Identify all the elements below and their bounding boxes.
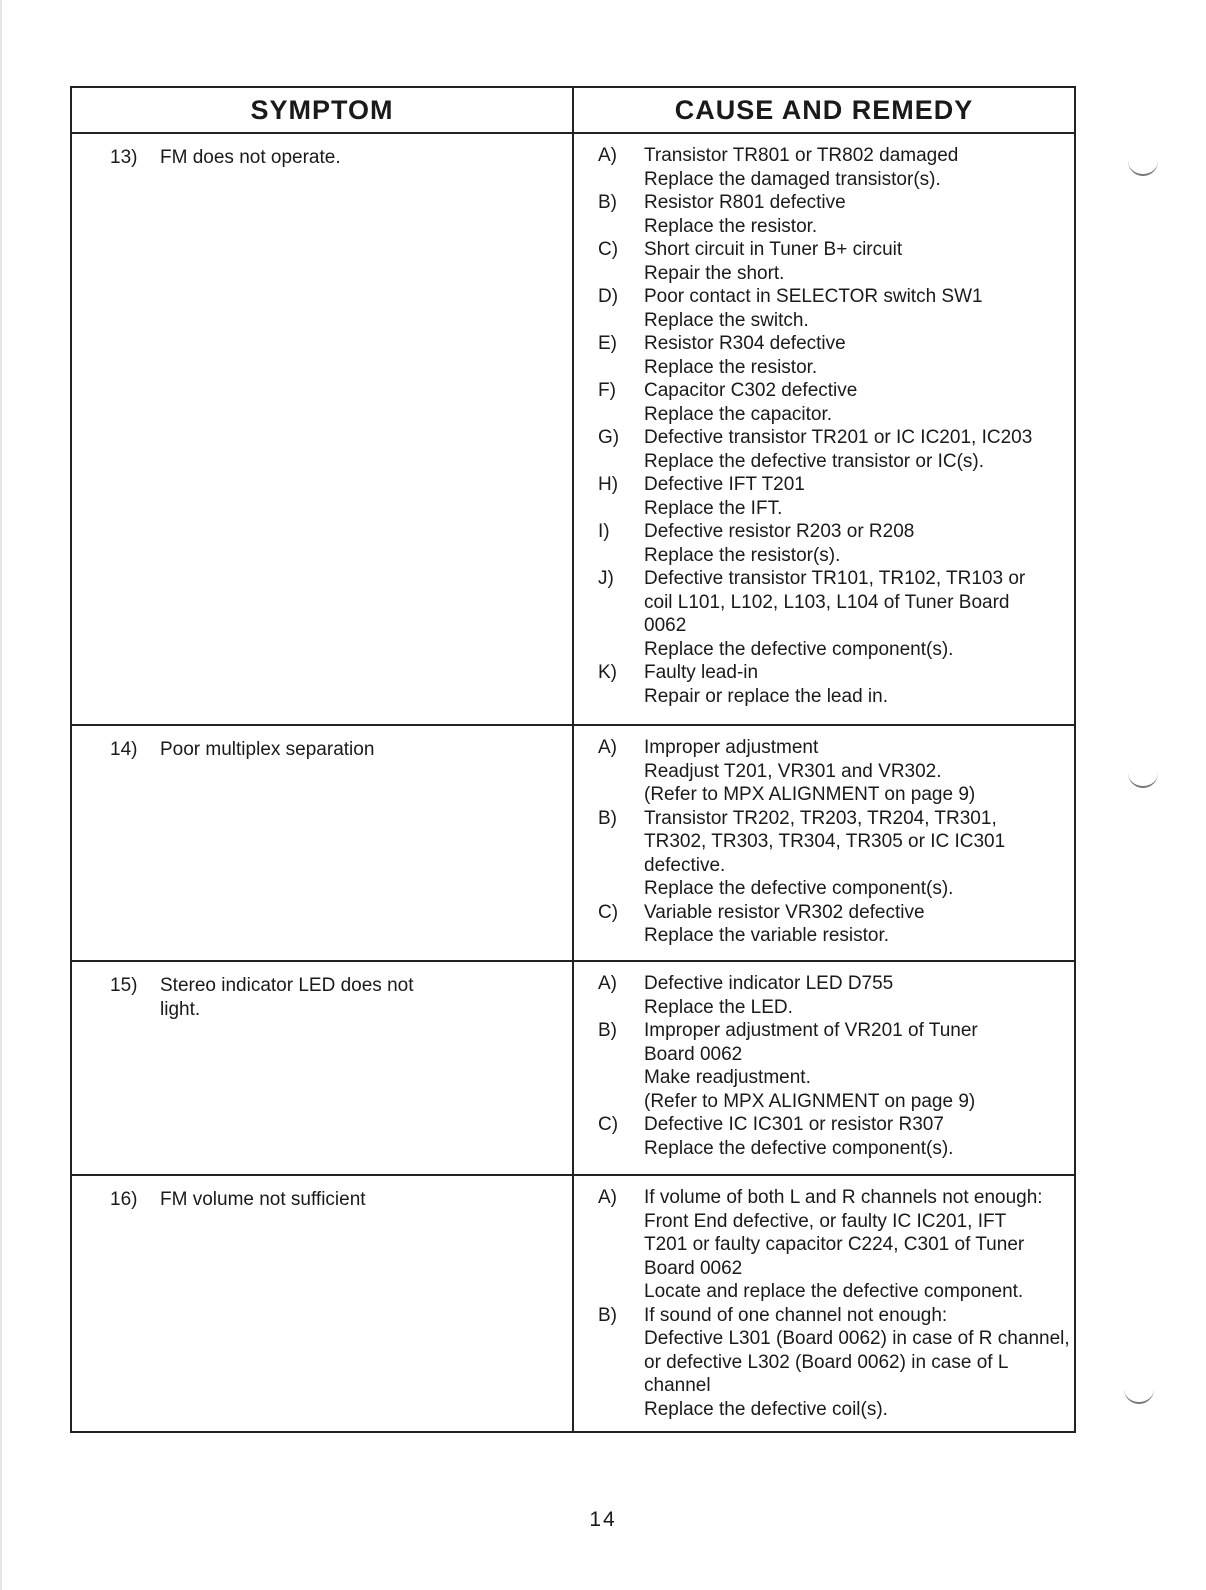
cause-text [644,191,1064,238]
cause-item [598,285,1064,332]
cause-line: Replace the defective component(s). [644,1137,954,1159]
cause-line: Defective IC IC301 or resistor R307 [644,1114,944,1135]
cause-line: Make readjustment. [644,1067,811,1088]
cause-line: Short circuit in Tuner B+ circuit [644,239,903,260]
cause-line: Replace the resistor(s). [644,544,841,566]
cause-letter: A) [598,1187,617,1208]
cause-text [644,1186,1064,1304]
cause-line: (Refer to MPX ALIGNMENT on page 9) [644,1090,976,1112]
cause-line: Replace the variable resistor. [644,925,890,946]
symptom-line: light. [160,998,201,1020]
troubleshooting-table [70,86,1076,1433]
symptom-text [160,738,562,762]
cause-letter: B) [598,1020,617,1041]
cause-item [598,473,1064,520]
cause-line: If volume of both L and R channels not enough: [644,1187,1043,1208]
symptom-entry [72,736,562,762]
cause-text [644,426,1064,473]
cause-item [598,426,1064,473]
cause-list [574,144,1064,708]
cause-letter: A) [598,737,617,758]
symptom-cell [71,725,573,961]
table-body [71,133,1075,1432]
cause-line: Defective L301 (Board 0062) in case of R channel, [644,1328,1070,1349]
cause-line: Replace the LED. [644,996,793,1018]
symptom-number: 13) [110,147,138,168]
cause-remedy-cell [573,1175,1075,1432]
binder-hole-mark [1128,772,1158,788]
cause-line: Replace the defective component(s). [644,638,954,660]
cause-line: defective. [644,854,726,876]
table-row [71,961,1075,1175]
cause-remedy-cell [573,961,1075,1175]
symptom-number: 16) [110,1189,138,1210]
symptom-entry [72,1186,562,1212]
cause-line: Repair or replace the lead in. [644,685,888,707]
symptom-number: 15) [110,975,138,996]
cause-line: Resistor R304 defective [644,333,846,354]
cause-line: TR302, TR303, TR304, TR305 or IC IC301 [644,831,1006,852]
cause-line: Replace the switch. [644,309,809,331]
cause-text [644,972,1064,1019]
cause-line: Variable resistor VR302 defective [644,901,925,923]
cause-line: If sound of one channel not enough: [644,1304,948,1326]
cause-text [644,520,1064,567]
cause-item [598,332,1064,379]
cause-item [598,901,1064,948]
cause-letter: K) [598,662,617,683]
cause-remedy-cell [573,725,1075,961]
cause-line: Replace the capacitor. [644,403,833,425]
symptom-text [160,146,562,170]
cause-letter: H) [598,474,619,495]
table-row [71,725,1075,961]
cause-line: Poor contact in SELECTOR switch SW1 [644,286,983,307]
cause-item [598,1186,1064,1304]
cause-line: Replace the defective coil(s). [644,1398,888,1420]
cause-item [598,1304,1070,1422]
cause-remedy-cell [573,133,1075,725]
binder-hole-mark [1128,160,1158,176]
symptom-line: Stereo indicator LED does not [160,975,414,996]
cause-text [644,332,1064,379]
cause-line: Transistor TR801 or TR802 damaged [644,145,959,166]
cause-line: channel [644,1375,711,1396]
table-row [71,133,1075,725]
cause-line: Transistor TR202, TR203, TR204, TR301, [644,807,997,829]
cause-list [574,972,1064,1160]
cause-item [598,144,1064,191]
table-row [71,1175,1075,1432]
cause-text [644,379,1064,426]
cause-text [644,736,1064,807]
cause-line: Resistor R801 defective [644,192,846,213]
cause-letter: D) [598,286,619,307]
cause-letter: B) [598,192,617,213]
cause-list [574,1186,1070,1421]
cause-line: Defective resistor R203 or R208 [644,521,915,542]
cause-item [598,736,1064,807]
cause-text [644,901,1064,948]
cause-text [644,807,1064,901]
symptom-cell [71,1175,573,1432]
header-row [71,87,1075,133]
cause-letter: B) [598,807,617,829]
cause-line: 0062 [644,615,687,636]
cause-text [644,1113,1064,1160]
page-number: 14 [589,1508,617,1531]
binder-hole-mark [1124,1388,1154,1404]
symptom-cell [71,133,573,725]
cause-text [644,238,1064,285]
cause-line: Front End defective, or faulty IC IC201, IFT [644,1210,1007,1232]
cause-list [574,736,1064,948]
cause-item [598,807,1064,901]
cause-line: Repair the short. [644,262,785,284]
cause-line: Replace the damaged transistor(s). [644,168,941,190]
cause-item [598,379,1064,426]
cause-line: Replace the resistor. [644,356,818,378]
cause-letter: A) [598,973,617,994]
cause-letter: J) [598,568,614,589]
cause-line: Board 0062 [644,1043,743,1065]
cause-line: Capacitor C302 defective [644,380,858,401]
cause-item [598,972,1064,1019]
cause-line: or defective L302 (Board 0062) in case of L [644,1351,1009,1373]
cause-letter: G) [598,427,620,448]
cause-item [598,238,1064,285]
cause-letter: C) [598,239,619,260]
cause-text [644,285,1064,332]
symptom-cell [71,961,573,1175]
cause-item [598,1113,1064,1160]
cause-text [644,473,1064,520]
symptom-line: Poor multiplex separation [160,739,375,760]
cause-line: Improper adjustment [644,737,819,758]
cause-line: Defective indicator LED D755 [644,973,894,994]
cause-letter: A) [598,145,617,166]
symptom-header: SYMPTOM [71,87,573,133]
cause-line: Replace the IFT. [644,497,783,519]
cause-line: Locate and replace the defective component. [644,1281,1024,1302]
cause-line: T201 or faulty capacitor C224, C301 of Tuner [644,1234,1025,1255]
cause-letter: F) [598,380,616,401]
cause-item [598,661,1064,708]
cause-line: Defective transistor TR201 or IC IC201, IC203 [644,427,1033,448]
cause-item [598,567,1064,661]
cause-line: Improper adjustment of VR201 of Tuner [644,1020,978,1041]
symptom-number: 14) [110,739,138,760]
symptom-entry [72,972,562,1021]
cause-line: Faulty lead-in [644,662,759,683]
cause-line: Defective IFT T201 [644,474,805,495]
cause-line: Defective transistor TR101, TR102, TR103 or [644,568,1026,589]
cause-line: (Refer to MPX ALIGNMENT on page 9) [644,784,976,805]
cause-letter: E) [598,333,617,354]
symptom-text [160,1188,562,1212]
cause-letter: I) [598,521,610,542]
cause-text [644,661,1064,708]
symptom-entry [72,144,562,170]
cause-line: Replace the defective component(s). [644,878,954,899]
cause-line: Board 0062 [644,1257,743,1279]
scan-edge [0,0,2,1590]
cause-line: Readjust T201, VR301 and VR302. [644,760,942,782]
cause-item [598,191,1064,238]
symptom-line: FM volume not sufficient [160,1189,366,1210]
cause-text [644,144,1064,191]
cause-line: Replace the resistor. [644,215,818,237]
cause-item [598,1019,1064,1113]
cause-text [644,567,1064,661]
cause-letter: C) [598,901,619,923]
cause-text [644,1304,1070,1422]
cause-line: coil L101, L102, L103, L104 of Tuner Board [644,591,1010,613]
cause-item [598,520,1064,567]
symptom-text [160,974,562,1021]
cause-line: Replace the defective transistor or IC(s). [644,450,985,472]
cause-letter: C) [598,1114,619,1135]
cause-letter: B) [598,1304,617,1326]
cause-remedy-header: CAUSE AND REMEDY [573,87,1075,133]
cause-text [644,1019,1064,1113]
symptom-line: FM does not operate. [160,147,341,168]
